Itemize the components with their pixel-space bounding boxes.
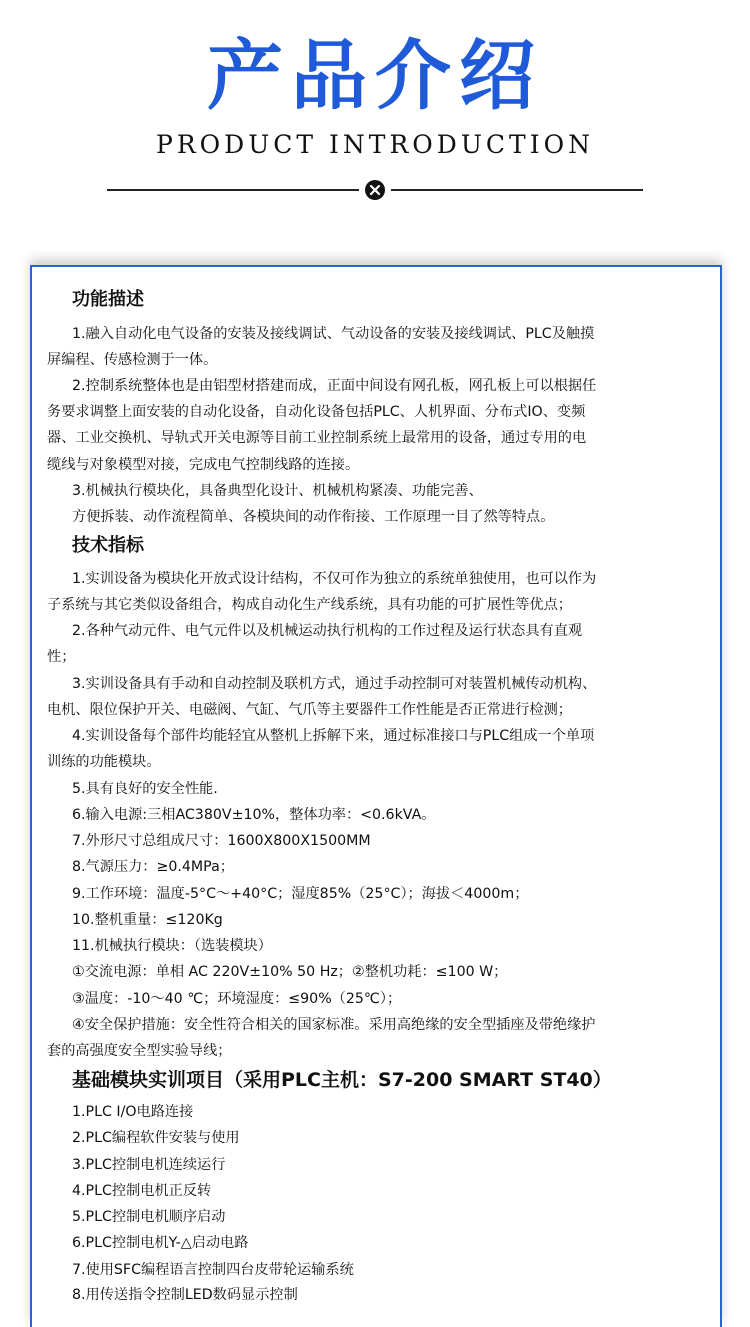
project-item: 3.PLC控制电机连续运行 [72,1157,226,1173]
function-line: 2.控制系统整体也是由铝型材搭建而成，正面中间设有网孔板，网孔板上可以根据任 [72,378,597,394]
specs-line: 11.机械执行模块：（选装模块） [72,938,272,954]
section-heading-specs: 技术指标 [72,535,144,556]
function-line: 务要求调整上面安装的自动化设备，自动化设备包括PLC、人机界面、分布式IO、变频 [47,404,586,420]
project-item: 6.PLC控制电机Y-△启动电路 [72,1235,249,1251]
function-line: 1.融入自动化电气设备的安装及接线调试、气动设备的安装及接线调试、PLC及触摸 [72,326,595,342]
function-line: 屏编程、传感检测于一体。 [47,352,218,368]
specs-line: 电机、限位保护开关、电磁阀、气缸、气爪等主要器件工作性能是否正常进行检测； [47,702,572,718]
function-line: 缆线与对象模型对接，完成电气控制线路的连接。 [47,457,360,473]
function-line: 器、工业交换机、导轨式开关电源等目前工业控制系统上最常用的设备，通过专用的电 [47,430,587,446]
specs-line: 2.各种气动元件、电气元件以及机械运动执行机构的工作过程及运行状态具有直观 [72,623,583,639]
specs-line: 4.实训设备每个部件均能轻宜从整机上拆解下来，通过标准接口与PLC组成一个单项 [72,728,595,744]
close-circle-icon [364,179,386,201]
specs-line: 性； [47,649,76,665]
specs-line: 套的高强度安全型实验导线； [47,1043,232,1059]
function-line: 方便拆装、动作流程简单、各模块间的动作衔接、工作原理一目了然等特点。 [72,509,555,525]
page-subtitle: PRODUCT INTRODUCTION [156,130,594,159]
specs-line: 6.输入电源:三相AC380V±10%，整体功率：<0.6kVA。 [72,807,436,823]
project-item: 4.PLC控制电机正反转 [72,1183,212,1199]
specs-line: ③温度：-10～40 ℃；环境湿度：≤90%（25℃）； [72,991,402,1007]
project-item: 2.PLC编程软件安装与使用 [72,1130,240,1146]
specs-line: ①交流电源：单相 AC 220V±10% 50 Hz；②整机功耗：≤100 W； [72,964,508,980]
specs-line: 5.具有良好的安全性能. [72,781,218,797]
specs-line: 8.气源压力：≥0.4MPa； [72,859,234,875]
page-title: 产品介绍 [207,31,543,120]
specs-line: 7.外形尺寸总组成尺寸：1600X800X1500MM [72,833,371,849]
section-heading-function: 功能描述 [72,289,144,310]
specs-line: 10.整机重量：≤120Kg [72,912,223,928]
section-heading-projects: 基础模块实训项目（采用PLC主机：S7-200 SMART ST40） [72,1069,612,1091]
specs-line: 1.实训设备为模块化开放式设计结构，不仅可作为独立的系统单独使用，也可以作为 [72,571,597,587]
divider-line-right [391,189,643,191]
project-item: 5.PLC控制电机顺序启动 [72,1209,226,1225]
divider-line-left [107,189,359,191]
specs-line: ④安全保护措施：安全性符合相关的国家标准。采用高绝缘的安全型插座及带绝缘护 [72,1017,596,1033]
function-line: 3.机械执行模块化，具备典型化设计、机械机构紧凑、功能完善、 [72,483,483,499]
project-item: 7.使用SFC编程语言控制四台皮带轮运输系统 [72,1262,354,1278]
project-item: 8.用传送指令控制LED数码显示控制 [72,1287,298,1303]
specs-line: 子系统与其它类似设备组合，构成自动化生产线系统，具有功能的可扩展性等优点； [47,597,572,613]
title-divider [107,179,643,201]
specs-line: 9.工作环境：温度-5°C～+40°C；湿度85%（25°C）；海拔＜4000m； [72,886,529,902]
project-item: 1.PLC I/O电路连接 [72,1104,194,1120]
specs-line: 3.实训设备具有手动和自动控制及联机方式，通过手动控制可对装置机械传动机构、 [72,676,597,692]
specs-line: 训练的功能模块。 [47,754,161,770]
